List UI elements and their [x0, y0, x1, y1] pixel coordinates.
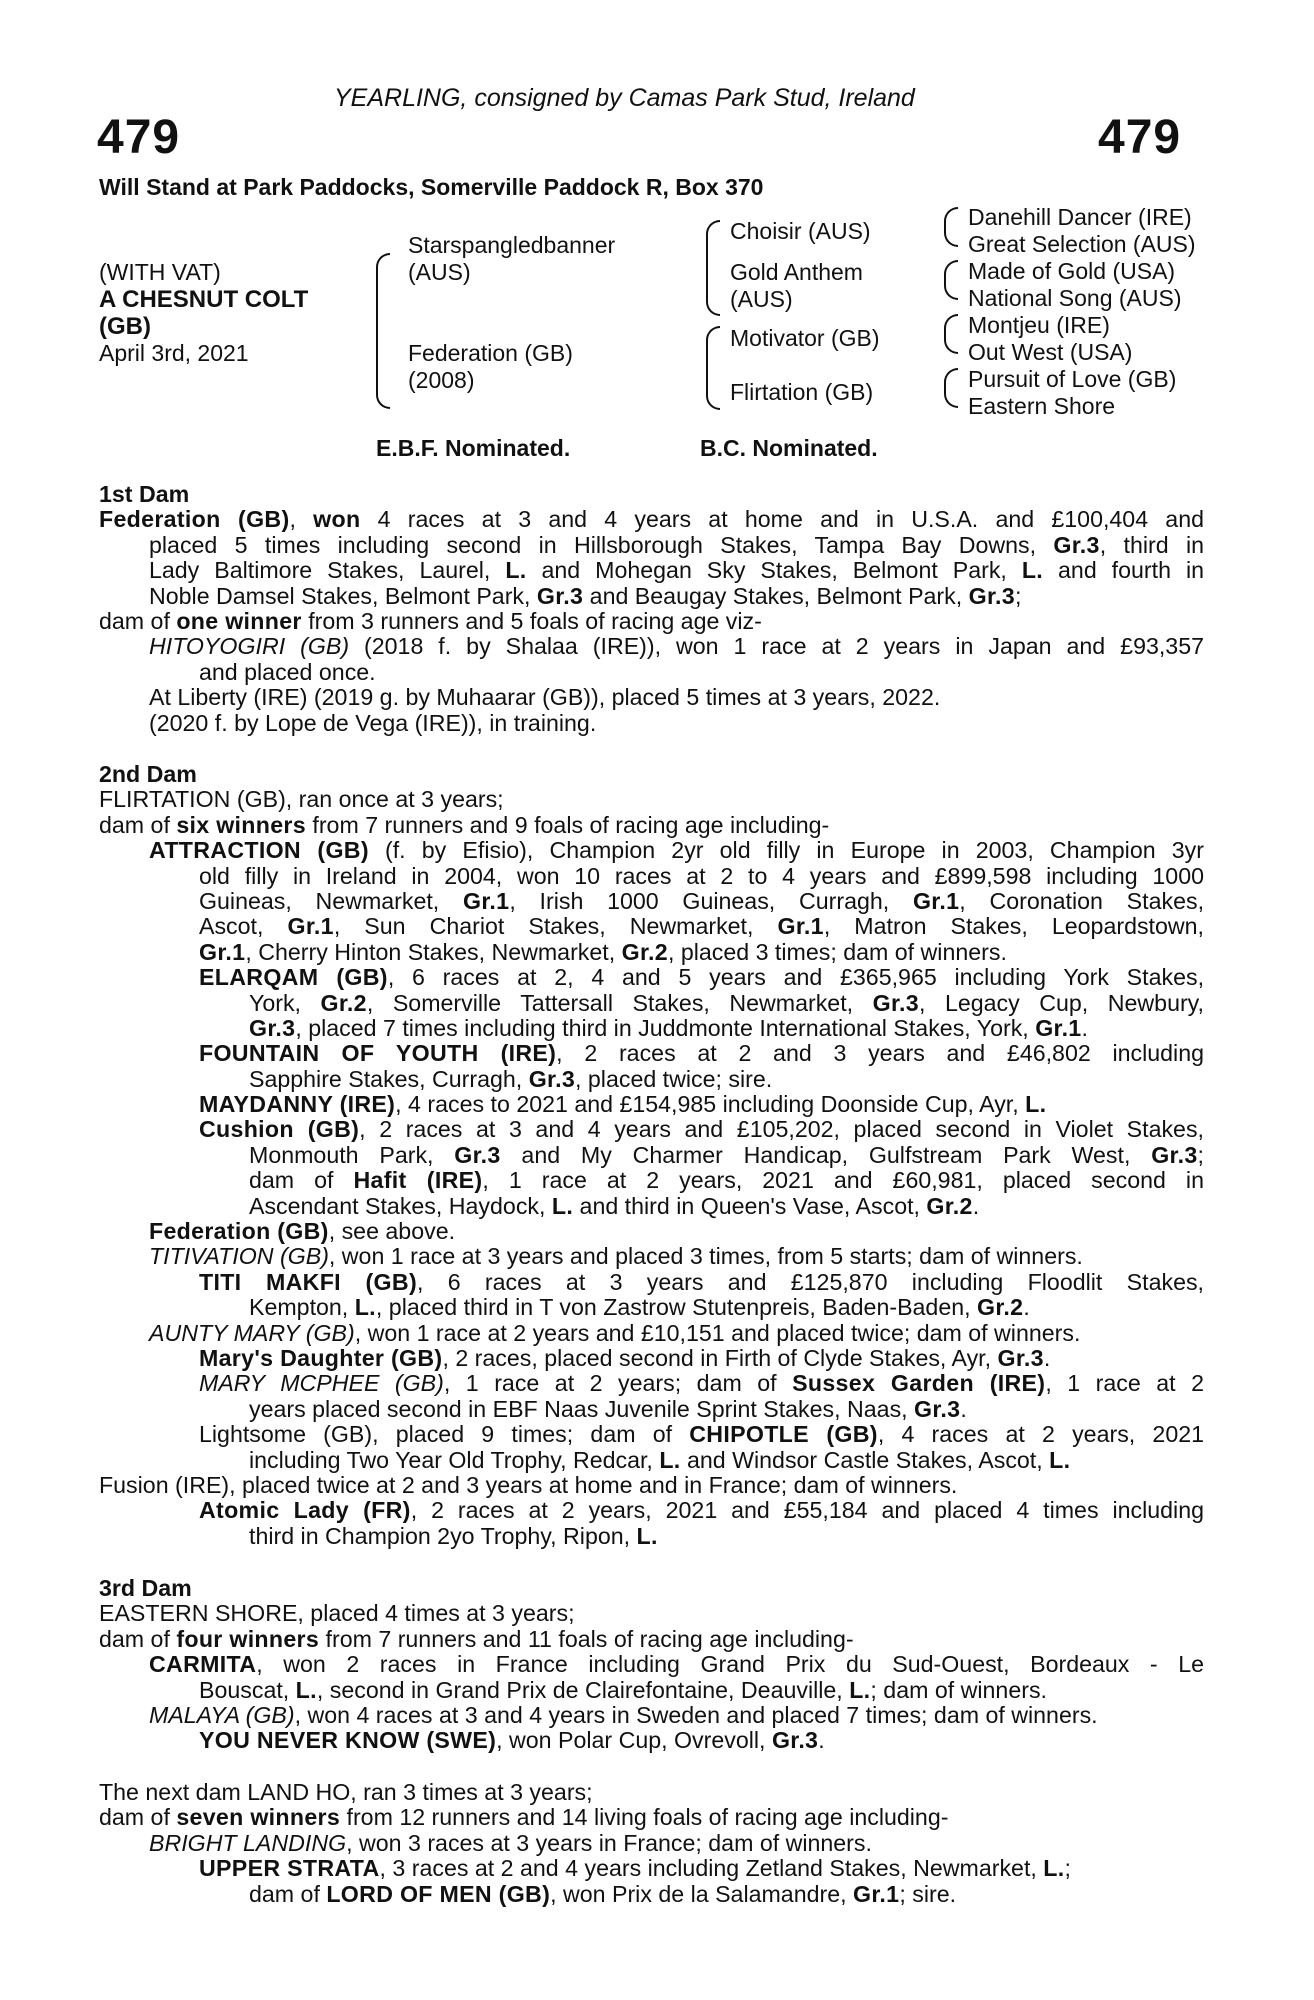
text-run: dam of — [99, 811, 177, 838]
sire-sire: Choisir (AUS) — [730, 218, 871, 244]
bold-run: L. — [1021, 557, 1044, 584]
bold-run: L. — [505, 557, 527, 584]
sire-country: (AUS) — [408, 259, 471, 285]
second-dam-line — [99, 1295, 1204, 1320]
bold-run: L. — [1043, 1855, 1065, 1882]
second-dam-line — [99, 1219, 1204, 1244]
text-run: , won 1 race at 3 years and placed 3 times, from 5 starts; dam of winners. — [328, 1243, 1083, 1270]
second-dam-line — [99, 1397, 1204, 1422]
text-run: , 4 races at 2 years, 2021 — [877, 1421, 1205, 1448]
text-run: ; — [1064, 1855, 1071, 1882]
horse-name-country: (GB) — [99, 313, 151, 340]
text-run: , won Prix de la Salamandre, — [550, 1880, 854, 1907]
bold-run: ATTRACTION (GB) — [149, 837, 369, 864]
text-run: , 1 race at 2 — [1045, 1370, 1204, 1397]
text-run: ; — [1014, 582, 1022, 609]
text-run: dam of — [249, 1880, 327, 1907]
bold-run: Federation (GB) — [149, 1218, 329, 1245]
text-run: . — [972, 1192, 980, 1219]
second-dam-line — [99, 1270, 1204, 1295]
text-run: The next dam LAND HO, ran 3 times at 3 years; — [99, 1779, 593, 1805]
gen3-dsd: Out West (USA) — [968, 339, 1133, 365]
bold-run: L. — [636, 1522, 658, 1549]
first-dam-line — [99, 584, 1204, 609]
text-run: , Coronation Stakes, — [959, 887, 1205, 914]
text-run: , see above. — [328, 1218, 456, 1245]
text-run: , Somerville Tattersall Stakes, Newmarket, — [366, 989, 873, 1016]
text-run: ; sire. — [899, 1880, 957, 1907]
bold-run: Federation (GB) — [99, 506, 290, 533]
second-dam-line — [99, 1346, 1204, 1371]
text-run: (f. by Efisio), Champion 2yr old filly in Europe in 2003, Champion 3yr — [368, 837, 1204, 864]
bold-run: Gr.2 — [977, 1294, 1024, 1321]
text-run: , Cherry Hinton Stakes, Newmarket, — [245, 938, 622, 965]
text-run: (2020 f. by Lope de Vega (IRE)), in training. — [149, 709, 597, 736]
text-run: FLIRTATION (GB), ran once at 3 years; — [99, 786, 504, 813]
bold-run: L. — [1049, 1446, 1071, 1473]
text-run: , placed twice; sire. — [575, 1065, 773, 1092]
next-dam-section — [99, 1780, 1204, 1907]
text-run: Ascot, — [199, 913, 288, 940]
second-dam-line — [99, 838, 1204, 863]
lot-number-right: 479 — [1098, 111, 1182, 164]
text-run: , second in Grand Prix de Clairefontaine, Deauville, — [316, 1676, 850, 1703]
gen3-dds: Pursuit of Love (GB) — [968, 366, 1177, 392]
text-run: , won 1 race at 2 years and £10,151 and placed twice; dam of winners. — [354, 1319, 1081, 1346]
text-run: , 2 races, placed second in Firth of Clyde Stakes, Ayr, — [442, 1344, 998, 1371]
italic-run: TITIVATION (GB) — [149, 1243, 329, 1270]
text-run: . — [1043, 1344, 1051, 1371]
next-dam-line — [99, 1856, 1204, 1881]
text-run: (2018 f. by Shalaa (IRE)), won 1 race at 2 years in Japan and £93,357 — [349, 633, 1204, 660]
bold-run: Sussex Garden (IRE) — [792, 1370, 1046, 1397]
second-dam-line — [99, 1524, 1204, 1549]
bold-run: L. — [849, 1676, 871, 1703]
third-dam-line — [99, 1728, 1204, 1753]
text-run: dam of — [99, 1625, 177, 1652]
bold-run: Gr.3 — [1151, 1141, 1198, 1168]
text-run: Fusion (IRE), placed twice at 2 and 3 years at home and in France; dam of winners. — [99, 1471, 958, 1498]
text-run: and Windsor Castle Stakes, Ascot, — [680, 1446, 1050, 1473]
first-dam-line — [99, 507, 1204, 532]
third-dam-line — [99, 1703, 1204, 1728]
text-run: , placed 7 times including third in Juddmonte International Stakes, York, — [295, 1014, 1036, 1041]
bold-run: Gr.1 — [199, 938, 246, 965]
second-dam-section — [99, 762, 1204, 1549]
text-run: Kempton, — [249, 1294, 355, 1321]
text-run: , — [289, 506, 314, 533]
bold-run: Gr.3 — [872, 989, 919, 1016]
bc-nomination: B.C. Nominated. — [700, 435, 878, 461]
text-run: Guineas, Newmarket, — [199, 887, 464, 914]
first-dam-line — [99, 558, 1204, 583]
second-dam-line — [99, 1168, 1204, 1193]
text-run: Lady Baltimore Stakes, Laurel, — [149, 557, 506, 584]
consignment-subtitle: YEARLING, consigned by Camas Park Stud, Ireland — [334, 84, 915, 112]
text-run: . — [960, 1395, 967, 1422]
text-run: Sapphire Stakes, Curragh, — [249, 1065, 529, 1092]
second-dam-line — [99, 1448, 1204, 1473]
bold-run: Mary's Daughter (GB) — [199, 1344, 443, 1371]
bold-run: Hafit (IRE) — [353, 1167, 483, 1194]
bold-run: Gr.2 — [926, 1192, 973, 1219]
text-run: ; — [1197, 1141, 1204, 1168]
first-dam-line — [99, 634, 1204, 659]
second-dam-line — [99, 889, 1204, 914]
text-run: and My Charmer Handicap, Gulfstream Park West, — [500, 1141, 1152, 1168]
text-run: from 12 runners and 14 living foals of racing age including- — [340, 1804, 949, 1831]
text-run: placed 5 times including second in Hillsborough Stakes, Tampa Bay Downs, — [149, 531, 1054, 558]
bold-run: Gr.3 — [968, 582, 1015, 609]
italic-run: MARY MCPHEE (GB) — [199, 1370, 444, 1397]
text-run: including Two Year Old Trophy, Redcar, — [249, 1446, 660, 1473]
italic-run: AUNTY MARY (GB) — [149, 1319, 355, 1346]
italic-run: MALAYA (GB) — [149, 1701, 295, 1728]
second-dam-line — [99, 1067, 1204, 1092]
third-dam-section — [99, 1576, 1204, 1754]
text-run: , Matron Stakes, Leopardstown, — [823, 913, 1204, 940]
bold-run: Gr.1 — [287, 913, 334, 940]
second-dam-line — [99, 1041, 1204, 1066]
bold-run: Cushion (GB) — [199, 1116, 360, 1143]
text-run: 4 races at 3 and 4 years at home and in U.S.A. and £100,404 and — [360, 506, 1204, 533]
bold-run: L. — [551, 1192, 574, 1219]
gen3-sdd: National Song (AUS) — [968, 285, 1182, 311]
third-dam-line — [99, 1627, 1204, 1652]
pedigree-brace-dd — [944, 368, 958, 408]
lot-number-left: 479 — [97, 111, 181, 164]
stand-location: Will Stand at Park Paddocks, Somerville Paddock R, Box 370 — [99, 174, 764, 200]
sire-name: Starspangledbanner — [408, 232, 616, 258]
text-run: dam of — [99, 607, 177, 634]
bold-run: Gr.3 — [454, 1141, 501, 1168]
text-run: Lightsome (GB), placed 9 times; dam of — [199, 1421, 690, 1448]
text-run: and Mohegan Sky Stakes, Belmont Park, — [526, 557, 1022, 584]
next-dam-line — [99, 1831, 1204, 1856]
italic-run: HITOYOGIRI (GB) — [149, 633, 350, 660]
text-run: from 3 runners and 5 foals of racing age viz- — [301, 607, 762, 634]
bold-run: Gr.3 — [997, 1344, 1044, 1371]
text-run: . — [1023, 1294, 1030, 1321]
text-run: Bouscat, — [199, 1676, 296, 1703]
text-run: , 4 races to 2021 and £154,985 including Doonside Cup, Ayr, — [395, 1091, 1026, 1118]
text-run: and placed once. — [199, 658, 376, 685]
bold-run: YOU NEVER KNOW (SWE) — [199, 1727, 497, 1754]
text-run: and Beaugay Stakes, Belmont Park, — [583, 582, 969, 609]
second-dam-line — [99, 1422, 1204, 1447]
second-dam-line — [99, 1092, 1204, 1117]
text-run: At Liberty (IRE) (2019 g. by Muhaarar (GB)), placed 5 times at 3 years, 2022. — [149, 684, 941, 711]
bold-run: Gr.1 — [1035, 1014, 1082, 1041]
pedigree-brace-ss — [944, 207, 958, 247]
text-run: Noble Damsel Stakes, Belmont Park, — [149, 582, 537, 609]
second-dam-line — [99, 787, 1204, 812]
gen3-ssd: Great Selection (AUS) — [968, 231, 1196, 257]
ebf-nomination: E.B.F. Nominated. — [376, 435, 571, 461]
dam-dam: Flirtation (GB) — [730, 379, 874, 405]
bold-run: L. — [1025, 1091, 1047, 1118]
second-dam-line — [99, 1117, 1204, 1142]
dam-name: Federation (GB) — [408, 340, 573, 366]
dam-year: (2008) — [408, 367, 475, 393]
text-run: dam of — [99, 1804, 177, 1831]
text-run: , 2 races at 2 and 3 years and £46,802 including — [556, 1040, 1204, 1067]
bold-run: Gr.1 — [463, 887, 510, 914]
second-dam-line — [99, 914, 1204, 939]
horse-name: A CHESNUT COLT — [99, 286, 309, 313]
text-run: , won 2 races in France including Grand Prix du Sud-Ouest, Bordeaux - Le — [256, 1651, 1204, 1678]
text-run: , won 3 races at 3 years in France; dam of winners. — [346, 1829, 872, 1856]
bold-run: seven winners — [176, 1804, 341, 1831]
text-run: and fourth in — [1043, 557, 1204, 584]
text-run: years placed second in EBF Naas Juvenile Sprint Stakes, Naas, — [249, 1395, 915, 1422]
text-run: , won Polar Cup, Ovrevoll, — [496, 1727, 772, 1754]
text-run: , 6 races at 3 years and £125,870 including Floodlit Stakes, — [416, 1268, 1205, 1295]
next-dam-line — [99, 1805, 1204, 1830]
third-dam-heading: 3rd Dam — [99, 1575, 192, 1601]
second-dam-heading: 2nd Dam — [99, 761, 197, 787]
vat-note: (WITH VAT) — [99, 259, 221, 285]
pedigree-brace-ds — [944, 314, 958, 354]
bold-run: L. — [295, 1676, 317, 1703]
text-run: , Irish 1000 Guineas, Curragh, — [509, 887, 913, 914]
italic-run: BRIGHT LANDING — [149, 1829, 347, 1856]
first-dam-line — [99, 685, 1204, 710]
bold-run: CARMITA — [149, 1651, 257, 1678]
first-dam-line — [99, 533, 1204, 558]
third-dam-line — [99, 1601, 1204, 1626]
text-run: . — [1081, 1014, 1088, 1041]
second-dam-line — [99, 940, 1204, 965]
bold-run: Gr.1 — [912, 887, 960, 914]
bold-run: Gr.2 — [320, 989, 367, 1016]
text-run: dam of — [249, 1167, 354, 1194]
bold-run: ELARQAM (GB) — [199, 964, 388, 991]
text-run: , 2 races at 2 years, 2021 and £55,184 and placed 4 times including — [410, 1497, 1204, 1524]
bold-run: Gr.3 — [1053, 531, 1100, 558]
second-dam-line — [99, 1371, 1204, 1396]
text-run: , 3 races at 2 and 4 years including Zetland Stakes, Newmarket, — [379, 1855, 1044, 1882]
text-run: , Legacy Cup, Newbury, — [918, 989, 1204, 1016]
bold-run: Gr.3 — [536, 582, 584, 609]
gen3-ddd: Eastern Shore — [968, 393, 1116, 419]
bold-run: Gr.1 — [777, 913, 824, 940]
gen3-sds: Made of Gold (USA) — [968, 258, 1176, 284]
second-dam-line — [99, 991, 1204, 1016]
text-run: , third in — [1099, 531, 1204, 558]
bold-run: FOUNTAIN OF YOUTH (IRE) — [199, 1040, 557, 1067]
bold-run: LORD OF MEN (GB) — [326, 1880, 551, 1907]
text-run: , 2 races at 3 and 4 years and £105,202, placed second in Violet Stakes, — [359, 1116, 1204, 1143]
second-dam-line — [99, 1194, 1204, 1219]
text-run: , 1 race at 2 years, 2021 and £60,981, placed second in — [482, 1167, 1204, 1194]
text-run: third in Champion 2yo Trophy, Ripon, — [249, 1522, 637, 1549]
text-run: , placed 3 times; dam of winners. — [667, 938, 1007, 965]
third-dam-line — [99, 1678, 1204, 1703]
next-dam-line — [99, 1882, 1204, 1907]
text-run: . — [818, 1727, 825, 1754]
text-run: Monmouth Park, — [249, 1141, 455, 1168]
bold-run: L. — [354, 1294, 376, 1321]
text-run: York, — [249, 989, 321, 1016]
sire-dam: Gold Anthem — [730, 259, 863, 285]
bold-run: Gr.3 — [249, 1014, 296, 1041]
pedigree-brace-sire — [706, 220, 720, 316]
text-run: , 6 races at 2, 4 and 5 years and £365,965 including York Stakes, — [387, 964, 1205, 991]
bold-run: six winners — [176, 811, 306, 838]
bold-run: Gr.2 — [621, 938, 668, 965]
second-dam-line — [99, 864, 1204, 889]
bold-run: Atomic Lady (FR) — [199, 1497, 411, 1524]
pedigree-brace-sd — [944, 260, 958, 300]
bold-run: won — [313, 506, 361, 533]
next-dam-line — [99, 1780, 1204, 1805]
bold-run: Gr.1 — [853, 1880, 900, 1907]
text-run: from 7 runners and 11 foals of racing age including- — [319, 1625, 854, 1652]
first-dam-heading: 1st Dam — [99, 481, 190, 507]
second-dam-line — [99, 1143, 1204, 1168]
bold-run: CHIPOTLE (GB) — [689, 1421, 878, 1448]
pedigree-brace-dam — [706, 326, 720, 410]
bold-run: Gr.3 — [771, 1727, 819, 1754]
text-run: and third in Queen's Vase, Ascot, — [573, 1192, 927, 1219]
second-dam-line — [99, 1498, 1204, 1523]
text-run: , 1 race at 2 years; dam of — [443, 1370, 793, 1397]
first-dam-line — [99, 660, 1204, 685]
text-run: ; dam of winners. — [870, 1676, 1047, 1703]
second-dam-line — [99, 965, 1204, 990]
bold-run: MAYDANNY (IRE) — [199, 1091, 396, 1118]
text-run: EASTERN SHORE, placed 4 times at 3 years; — [99, 1600, 575, 1627]
bold-run: Gr.3 — [528, 1065, 576, 1092]
second-dam-line — [99, 1321, 1204, 1346]
bold-run: four winners — [176, 1625, 320, 1652]
first-dam-section — [99, 482, 1204, 736]
gen3-dss: Montjeu (IRE) — [968, 312, 1110, 338]
bold-run: Gr.3 — [914, 1395, 961, 1422]
dam-sire: Motivator (GB) — [730, 325, 880, 351]
foaling-date: April 3rd, 2021 — [99, 340, 249, 366]
text-run: old filly in Ireland in 2004, won 10 races at 2 to 4 years and £899,598 including 1000 — [199, 862, 1204, 889]
text-run: , placed third in T von Zastrow Stutenpreis, Baden-Baden, — [375, 1294, 977, 1321]
second-dam-line — [99, 1244, 1204, 1269]
second-dam-line — [99, 1473, 1204, 1498]
text-run: , won 4 races at 3 and 4 years in Sweden and placed 7 times; dam of winners. — [294, 1701, 1098, 1728]
bold-run: UPPER STRATA — [199, 1855, 380, 1882]
text-run: from 7 runners and 9 foals of racing age including- — [305, 811, 830, 838]
sire-dam-country: (AUS) — [730, 286, 793, 312]
text-run: , Sun Chariot Stakes, Newmarket, — [333, 913, 778, 940]
second-dam-line — [99, 1016, 1204, 1041]
gen3-sss: Danehill Dancer (IRE) — [968, 204, 1192, 230]
second-dam-line — [99, 813, 1204, 838]
bold-run: one winner — [176, 607, 302, 634]
first-dam-line — [99, 609, 1204, 634]
pedigree-brace-main — [376, 253, 390, 409]
text-run: Ascendant Stakes, Haydock, — [249, 1192, 552, 1219]
bold-run: L. — [659, 1446, 681, 1473]
third-dam-line — [99, 1652, 1204, 1677]
bold-run: TITI MAKFI (GB) — [199, 1268, 417, 1295]
first-dam-line — [99, 711, 1204, 736]
